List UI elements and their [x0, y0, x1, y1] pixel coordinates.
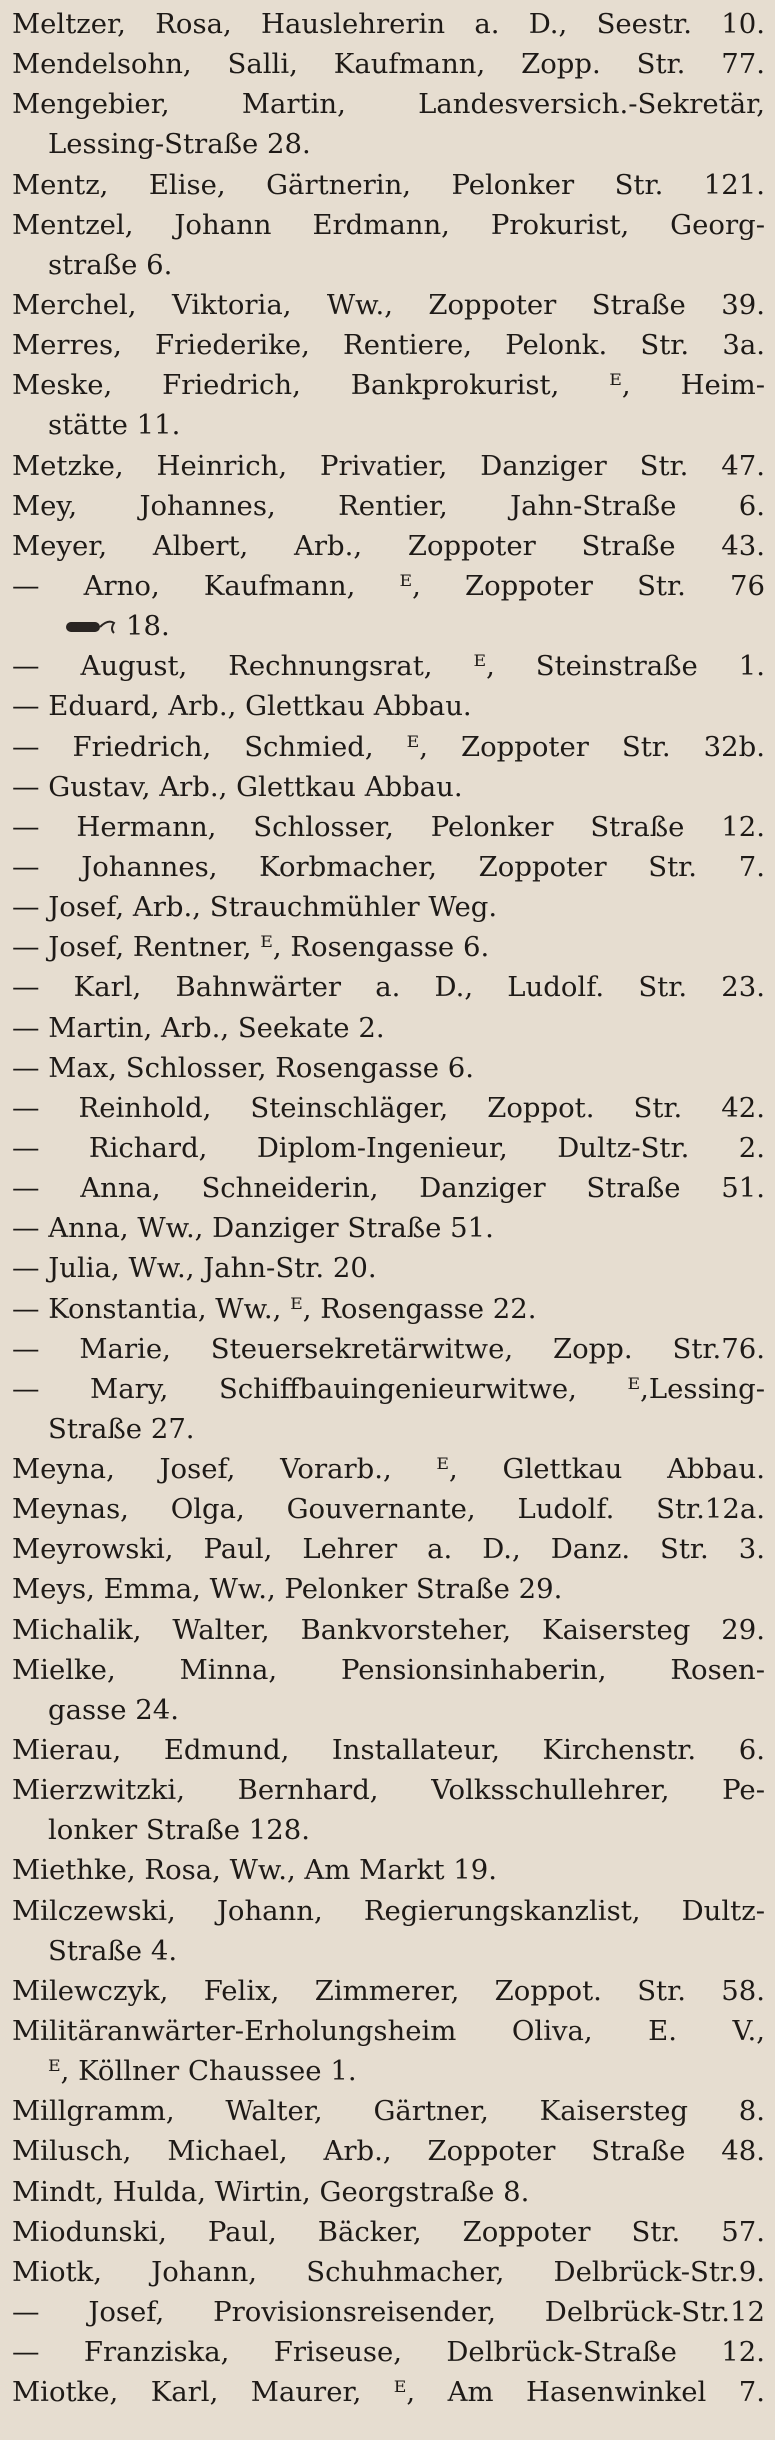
directory-line: [12, 1730, 765, 1770]
directory-line: [12, 2091, 765, 2131]
directory-line-text: Michalik, Walter, Bankvorsteher, Kaisersteg 29.: [12, 1613, 765, 1646]
directory-line-text: — Martin, Arb., Seekate 2.: [12, 1011, 385, 1044]
directory-line: [12, 44, 765, 84]
directory-line: [12, 887, 765, 927]
directory-line: [12, 1850, 765, 1890]
directory-line-text: Milczewski, Johann, Regierungskanzlist, Dultz-: [12, 1894, 765, 1927]
directory-line-text: Merchel, Viktoria, Ww., Zoppoter Straße 39.: [12, 288, 765, 321]
directory-line-text: Metzke, Heinrich, Privatier, Danziger Str. 47.: [12, 449, 765, 482]
directory-line-text: — August, Rechnungsrat, ᴱ, Steinstraße 1.: [12, 650, 765, 683]
directory-line: [12, 1008, 765, 1048]
directory-line: [12, 1650, 765, 1690]
directory-line: [12, 446, 765, 486]
directory-line-text: Miotke, Karl, Maurer, ᴱ, Am Hasenwinkel 7.: [12, 2376, 765, 2409]
directory-line-text: — Eduard, Arb., Glettkau Abbau.: [12, 690, 472, 723]
directory-line: [12, 1248, 765, 1288]
directory-line-text: — Franziska, Friseuse, Delbrück-Straße 12.: [12, 2336, 765, 2369]
directory-line: [12, 405, 765, 445]
directory-line-text: Mierzwitzki, Bernhard, Volksschullehrer, Pe-: [12, 1774, 765, 1807]
directory-line: [12, 967, 765, 1007]
directory-line: [12, 1891, 765, 1931]
directory-line-text: Merres, Friederike, Rentiere, Pelonk. Str. 3a.: [12, 329, 765, 362]
directory-line-text: Mindt, Hulda, Wirtin, Georgstraße 8.: [12, 2175, 530, 2208]
directory-line: [12, 1369, 765, 1409]
directory-line: [12, 1971, 765, 2011]
directory-line: [12, 566, 765, 606]
directory-line-text: Mielke, Minna, Pensionsinhaberin, Rosen-: [12, 1653, 765, 1686]
directory-line: [12, 1931, 765, 1971]
directory-line-text: Lessing-Straße 28.: [48, 128, 311, 161]
directory-line-text: Meske, Friedrich, Bankprokurist, ᴱ, Heim-: [12, 369, 765, 402]
directory-line-text: Milusch, Michael, Arb., Zoppoter Straße 48.: [12, 2135, 765, 2168]
directory-line: [12, 1088, 765, 1128]
directory-line-text: — Anna, Schneiderin, Danziger Straße 51.: [12, 1172, 765, 1205]
directory-line-text: Mengebier, Martin, Landesversich.-Sekretär,: [12, 88, 765, 121]
directory-line-text: Meyna, Josef, Vorarb., ᴱ, Glettkau Abbau.: [12, 1453, 765, 1486]
directory-line-text: — Arno, Kaufmann, ᴱ, Zoppoter Str. 76: [12, 569, 765, 602]
directory-line-text: Mentzel, Johann Erdmann, Prokurist, Georg-: [12, 208, 765, 241]
directory-line-text: — Josef, Arb., Strauchmühler Weg.: [12, 891, 498, 924]
directory-line: [12, 1208, 765, 1248]
directory-line: [12, 1810, 765, 1850]
directory-line-text: — Richard, Diplom-Ingenieur, Dultz-Str. 2.: [12, 1131, 765, 1164]
directory-line: [12, 927, 765, 967]
directory-line: [12, 2131, 765, 2171]
directory-line-text: Mierau, Edmund, Installateur, Kirchenstr. 6.: [12, 1734, 765, 1767]
directory-line-text: Mendelsohn, Salli, Kaufmann, Zopp. Str. 77.: [12, 48, 765, 81]
directory-line: [12, 807, 765, 847]
directory-line-text: Straße 27.: [48, 1412, 195, 1445]
directory-line-text: Millgramm, Walter, Gärtner, Kaisersteg 8.: [12, 2095, 765, 2128]
directory-line-text: — Gustav, Arb., Glettkau Abbau.: [12, 770, 463, 803]
directory-line: [12, 1409, 765, 1449]
directory-line: [12, 1168, 765, 1208]
directory-line: [12, 646, 765, 686]
directory-line: [12, 1449, 765, 1489]
directory-line: [12, 165, 765, 205]
directory-line: [12, 1289, 765, 1329]
directory-line-text: — Johannes, Korbmacher, Zoppoter Str. 7.: [12, 850, 765, 883]
directory-line: [12, 1770, 765, 1810]
directory-line-text: Meys, Emma, Ww., Pelonker Straße 29.: [12, 1573, 563, 1606]
directory-line: [12, 245, 765, 285]
directory-line: [12, 486, 765, 526]
directory-line-text: — Marie, Steuersekretärwitwe, Zopp. Str.76.: [12, 1332, 765, 1365]
directory-line-text: Mey, Johannes, Rentier, Jahn-Straße 6.: [12, 489, 765, 522]
directory-line: [12, 1329, 765, 1369]
directory-line-text: Miodunski, Paul, Bäcker, Zoppoter Str. 57.: [12, 2215, 765, 2248]
directory-line-text: — Karl, Bahnwärter a. D., Ludolf. Str. 23.: [12, 971, 765, 1004]
directory-line: [12, 1128, 765, 1168]
directory-line-text: ᴱ, Köllner Chaussee 1.: [48, 2055, 357, 2088]
directory-line-text: — Mary, Schiffbauingenieurwitwe, ᴱ,Lessing-: [12, 1372, 765, 1405]
directory-line: [12, 2051, 765, 2091]
directory-line: [12, 1489, 765, 1529]
directory-line: [12, 2212, 765, 2252]
directory-line-text: lonker Straße 128.: [48, 1814, 310, 1847]
directory-line: [12, 526, 765, 566]
directory-line-text: — Max, Schlosser, Rosengasse 6.: [12, 1051, 475, 1084]
directory-line: [12, 2252, 765, 2292]
directory-line-text: Militäranwärter-Erholungsheim Oliva, E. V.,: [12, 2015, 765, 2048]
directory-line: [12, 285, 765, 325]
directory-line: [12, 1610, 765, 1650]
directory-line-text: Miotk, Johann, Schuhmacher, Delbrück-Str.9.: [12, 2255, 765, 2288]
directory-line-text: Meltzer, Rosa, Hauslehrerin a. D., Seestr. 10.: [12, 8, 765, 40]
directory-line: [12, 686, 765, 726]
directory-line-text: Mentz, Elise, Gärtnerin, Pelonker Str. 121.: [12, 168, 765, 201]
directory-line: [12, 1690, 765, 1730]
directory-line: [12, 365, 765, 405]
directory-line: [12, 1529, 765, 1569]
directory-line-text: — Konstantia, Ww., ᴱ, Rosengasse 22.: [12, 1292, 537, 1325]
directory-line: [12, 847, 765, 887]
directory-line: [12, 325, 765, 365]
directory-line-text: 18.: [126, 610, 170, 643]
directory-line: [12, 2332, 765, 2372]
directory-line: [12, 2292, 765, 2332]
directory-line-text: Milewczyk, Felix, Zimmerer, Zoppot. Str. 58.: [12, 1974, 765, 2007]
directory-line: [12, 84, 765, 124]
directory-line: [12, 2372, 765, 2412]
directory-line: [12, 4, 765, 44]
directory-line-text: — Anna, Ww., Danziger Straße 51.: [12, 1212, 494, 1245]
directory-line: [12, 205, 765, 245]
directory-line: [12, 2172, 765, 2212]
directory-line-text: — Reinhold, Steinschläger, Zoppot. Str. 42.: [12, 1091, 765, 1124]
directory-line-text: Miethke, Rosa, Ww., Am Markt 19.: [12, 1854, 497, 1887]
directory-line-text: stätte 11.: [48, 409, 181, 442]
directory-line-text: gasse 24.: [48, 1693, 179, 1726]
directory-line: [12, 124, 765, 164]
directory-line: [12, 727, 765, 767]
directory-line-text: — Hermann, Schlosser, Pelonker Straße 12.: [12, 810, 765, 843]
directory-line: [12, 767, 765, 807]
directory-line-text: Meyer, Albert, Arb., Zoppoter Straße 43.: [12, 529, 765, 562]
directory-line: [12, 606, 765, 646]
directory-line-text: — Friedrich, Schmied, ᴱ, Zoppoter Str. 32b.: [12, 730, 765, 763]
telephone-icon: [64, 617, 116, 637]
directory-line-text: — Josef, Rentner, ᴱ, Rosengasse 6.: [12, 931, 490, 964]
directory-line-text: Straße 4.: [48, 1934, 178, 1967]
directory-line: [12, 1569, 765, 1609]
directory-line-text: straße 6.: [48, 248, 173, 281]
directory-entries: [12, 4, 765, 2412]
directory-line: [12, 1048, 765, 1088]
directory-line-text: Meyrowski, Paul, Lehrer a. D., Danz. Str. 3.: [12, 1533, 765, 1566]
directory-line-text: Meynas, Olga, Gouvernante, Ludolf. Str.12a.: [12, 1493, 765, 1526]
directory-line: [12, 2011, 765, 2051]
directory-line-text: — Julia, Ww., Jahn-Str. 20.: [12, 1252, 377, 1285]
directory-line-text: — Josef, Provisionsreisender, Delbrück-Str.12: [12, 2296, 765, 2329]
